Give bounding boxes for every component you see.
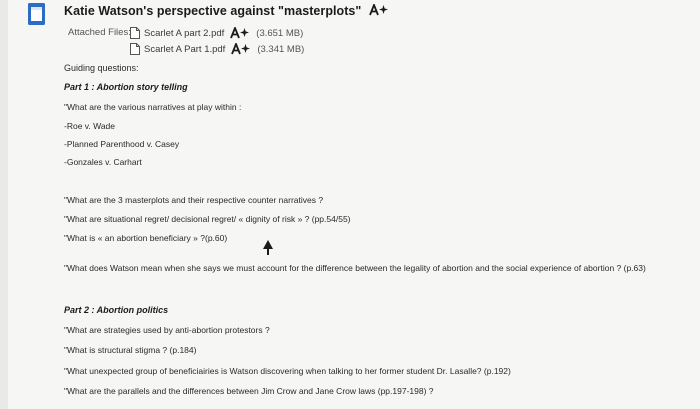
left-accent-bar (0, 0, 8, 409)
ai-sparkle-icon[interactable] (230, 27, 250, 39)
guiding-questions-label: Guiding questions: (64, 63, 139, 73)
attachment-file-size: (3.651 MB) (256, 27, 304, 39)
part1-heading: Part 1 : Abortion story telling (64, 82, 188, 92)
question-line: "What unexpected group of beneficiairies is Watson discovering when talking to her former student Dr. Lasalle? (p.192) (64, 366, 511, 376)
question-line: "What are the 3 masterplots and their respective counter narratives ? (64, 195, 324, 205)
ai-sparkle-icon[interactable] (369, 4, 389, 16)
item-title[interactable] (64, 4, 389, 18)
case-line: -Gonzales v. Carhart (64, 157, 142, 167)
question-line: "What are the parallels and the differences between Jim Crow and Jane Crow laws (pp.197-198) ? (64, 386, 434, 396)
attachment-file-1[interactable] (130, 27, 303, 39)
case-line: -Planned Parenthood v. Casey (64, 139, 180, 149)
question-line: "What are situational regret/ decisional regret/ « dignity of risk » ? (pp.54/55) (64, 214, 351, 224)
question-line: "What are the various narratives at play within : (64, 102, 242, 112)
case-line: -Roe v. Wade (64, 121, 116, 131)
question-line: "What are strategies used by anti-abortion protestors ? (64, 325, 270, 335)
question-line: "What is « an abortion beneficiary » ?(p.60) (64, 233, 228, 243)
ai-sparkle-icon[interactable] (231, 43, 251, 55)
question-line: "What is structural stigma ? (p.184) (64, 345, 197, 355)
mouse-cursor-icon (262, 240, 274, 256)
part2-heading: Part 2 : Abortion politics (64, 305, 169, 315)
file-icon (130, 27, 140, 39)
document-icon (28, 3, 45, 25)
file-icon (130, 43, 140, 55)
attachment-file-2[interactable] (130, 43, 304, 55)
question-line: "What does Watson mean when she says we must account for the difference between the legality of abortion and the social experience of abortion ? (p.63) (64, 263, 646, 273)
item-title-text[interactable]: Katie Watson's perspective against "masterplots" (64, 4, 362, 18)
attachment-file-name[interactable]: Scarlet A part 2.pdf (144, 27, 225, 39)
attachment-file-name[interactable]: Scarlet A Part 1.pdf (144, 43, 226, 55)
attached-files-label: Attached Files: (68, 27, 131, 38)
attachment-file-size: (3.341 MB) (257, 43, 305, 55)
